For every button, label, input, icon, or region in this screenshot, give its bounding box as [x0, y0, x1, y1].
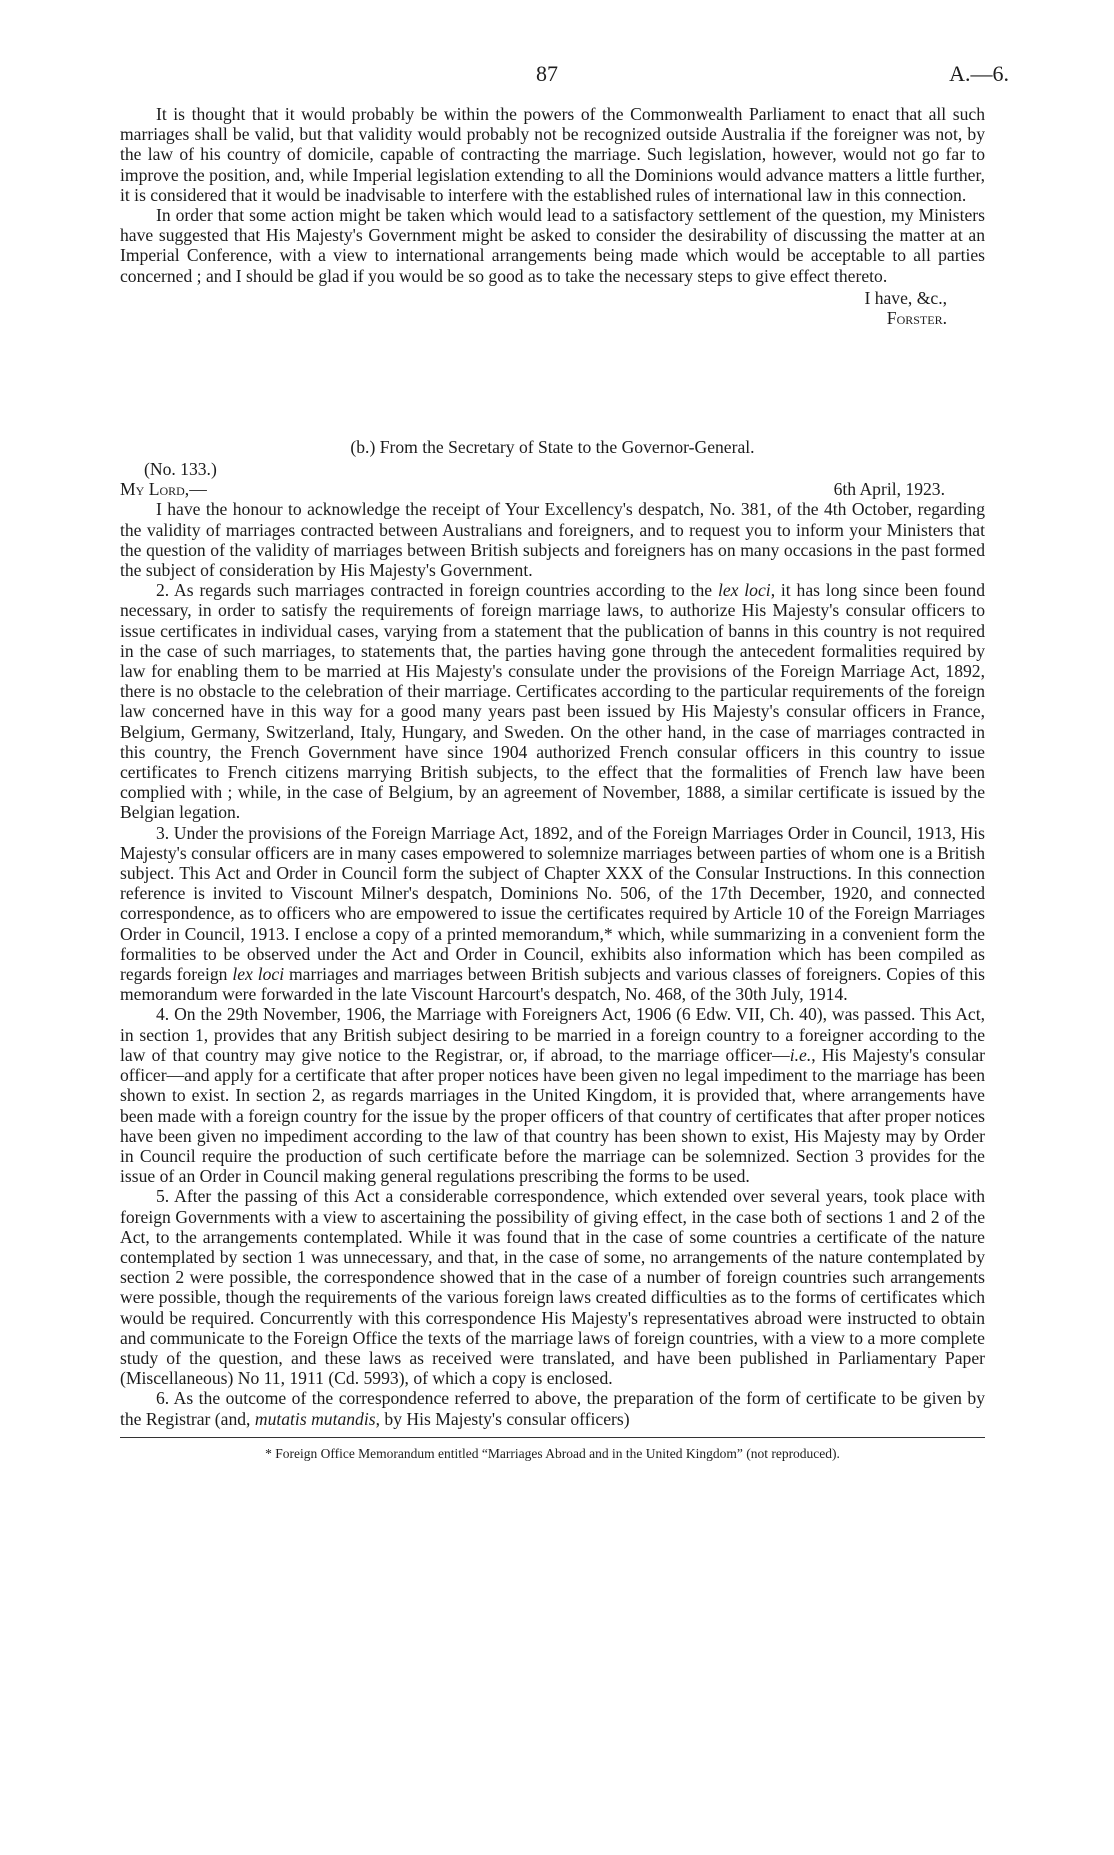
- despatch-number: (No. 133.): [144, 459, 217, 480]
- despatch-heading: [120, 437, 985, 457]
- p6-text-a: 6. As the outcome of the correspondence referred to above, the preparation of the form of certificate to be given by the Registrar (and,: [120, 1388, 985, 1429]
- footnote-divider: [120, 1437, 985, 1438]
- p3-text-b: marriages and marriages between British subjects and various classes of foreigners. Copies of this memorandum were forwarded in the late Viscount Harcourt's despatch, No. 468, of the 30th July, 1914.: [120, 964, 985, 1005]
- p2-lex-loci: lex loci: [717, 580, 771, 601]
- p4-text-b: , His Majesty's consular officer—and apply for a certificate that after proper notices have been given no legal impediment to the marriage has been shown to exist. In section 2, as regards marriages in the United Kingdom, it is provided that, where arrangements have been made with a foreign country for the issue by the proper officers of that country of certificates that after proper notices have been given no impediment according to the law of that country has been shown to exist, His Majesty may by Order in Council require the production of such certificate before the marriage can be solemnized. Section 3 provides for the issue of an Order in Council making general regulations prescribing the forms to be used.: [120, 1044, 985, 1187]
- paragraph-5: 5. After the passing of this Act a considerable correspondence, which extended over several years, took place with foreign Governments with a view to ascertaining the possibility of giving effect, in the case both of sections 1 and 2 of the Act, to the arrangements contemplated. While it was found that in the case of some countries a certificate of the nature contemplated by section 1 was unnecessary, and that, in the case of some, no arrangements of the nature contemplated by section 2 were possible, the correspondence showed that in the case of a number of foreign countries such arrangements were possible, though the requirements of the various foreign laws created difficulties as to the forms of certificates which would be required. Concurrently with this correspondence His Majesty's representatives abroad were instructed to obtain and communicate to the Foreign Office the texts of the marriage laws of foreign countries, with a view to a more complete study of the question, and these laws as received were translated, and have been published in Parliamentary Paper (Miscellaneous) No 11, 1911 (Cd. 5993), of which a copy is enclosed.: [120, 1186, 985, 1389]
- paragraph-2: [120, 580, 985, 822]
- p3-text-a: 3. Under the provisions of the Foreign Marriage Act, 1892, and of the Foreign Marriages Order in Council, 1913, His Majesty's consular officers are in many cases empowered to solemnize marriages between parties of whom one is a British subject. This Act and Order in Council form the subject of Chapter XXX of the Consular Instructions. In this connection reference is invited to Viscount Milner's despatch, Dominions No. 506, of the 17th December, 1920, and connected correspondence, as to officers who are empowered to issue the certificates required by Article 10 of the Foreign Marriages Order in Council, 1913. I enclose a copy of a printed memorandum,* which, while summarizing in a convenient form the formalities to be observed under the Act and Order in Council, exhibits also information which has been compiled as regards foreign: [120, 822, 985, 985]
- page-header: [0, 61, 1114, 94]
- paragraph-commonwealth-parliament: It is thought that it would probably be within the powers of the Commonwealth Parliament to enact that all such marriages shall be valid, but that validity would probably not be recognized outside Australia if the foreigner was not, by the law of his country of domicile, capable of contracting the marriage. Such legislation, however, would not go far to improve the position, and, while Imperial legislation extending to all the Dominions would advance matters a little further, it is considered that it would be inadvisable to interfere with the established rules of international law in this connection.: [120, 104, 985, 205]
- despatch-date: 6th April, 1923.: [833, 479, 945, 500]
- footnote: * Foreign Office Memorandum entitled “Marriages Abroad and in the United Kingdom” (not reproduced).: [265, 1445, 840, 1461]
- p6-mutatis-mutandis: mutatis mutandis: [254, 1408, 376, 1429]
- paragraph-3: [120, 823, 985, 1005]
- p2-text-a: 2. As regards such marriages contracted in foreign countries according to the: [156, 580, 713, 601]
- top-section: [120, 104, 985, 328]
- p6-text-b: , by His Majesty's consular officers): [375, 1408, 630, 1429]
- paragraph-imperial-conference: In order that some action might be taken which would lead to a satisfactory settlement of the question, my Ministers have suggested that His Majesty's Government might be asked to consider the desirability of discussing the matter at an Imperial Conference, with a view to international arrangements being made which would be acceptable to all parties concerned ; and I should be glad if you would be so good as to take the necessary steps to give effect thereto.: [120, 205, 985, 286]
- salutation: My Lord,—: [120, 479, 207, 500]
- paragraph-4: [120, 1004, 985, 1186]
- paragraph-1: I have the honour to acknowledge the receipt of Your Excellency's despatch, No. 381, of the 4th October, regarding the validity of marriages contracted between Australians and foreigners, and to request you to inform your Ministers that the question of the validity of marriages between British subjects and foreigners has on many occasions in the past formed the subject of consideration by His Majesty's Government.: [120, 499, 985, 581]
- p4-text-a: 4. On the 29th November, 1906, the Marriage with Foreigners Act, 1906 (6 Edw. VII, Ch. 40), was passed. This Act, in section 1, provides that any British subject desiring to be married in a foreign country to a foreigner according to the law of that country may give notice to the Registrar, or, if abroad, to the marriage officer—: [120, 1004, 985, 1065]
- paragraph-6: [120, 1388, 985, 1428]
- document-code: A.—6.: [949, 61, 1009, 86]
- page-number: 87: [536, 61, 558, 86]
- closing: I have, &c.,: [864, 287, 947, 308]
- p3-lex-loci: lex loci: [232, 964, 285, 985]
- despatch-b: [120, 437, 985, 1462]
- salutation-row: [120, 479, 985, 499]
- signature: Forster.: [886, 308, 947, 329]
- p2-text-b: , it has long since been found necessary, in order to satisfy the requirements of foreign marriage laws, to authorize His Majesty's consular officers to issue certificates in individual cases, varying from a statement that the publication of banns in this country is not required in the case of such marriages, to statements that, the parties having gone through the antecedent formalities required by law for enabling them to be married at His Majesty's consulate under the provisions of the Foreign Marriage Act, 1892, there is no obstacle to the celebration of their marriage. Certificates according to the particular requirements of the foreign law concerned have in this way for a good many years past been issued by His Majesty's consular officers in France, Belgium, Germany, Switzerland, Italy, Hungary, and Sweden. On the other hand, in the case of marriages contracted in this country, the French Government have since 1904 authorized French consular officers in this country to issue certificates to French citizens marrying British subjects, to the effect that the formalities of French law have been complied with ; while, in the case of Belgium, by an agreement of November, 1888, a similar certificate is issued by the Belgian legation.: [120, 580, 985, 823]
- p4-ie: i.e.: [789, 1044, 812, 1065]
- heading-text: (b.) From the Secretary of State to the Governor-General.: [350, 437, 755, 457]
